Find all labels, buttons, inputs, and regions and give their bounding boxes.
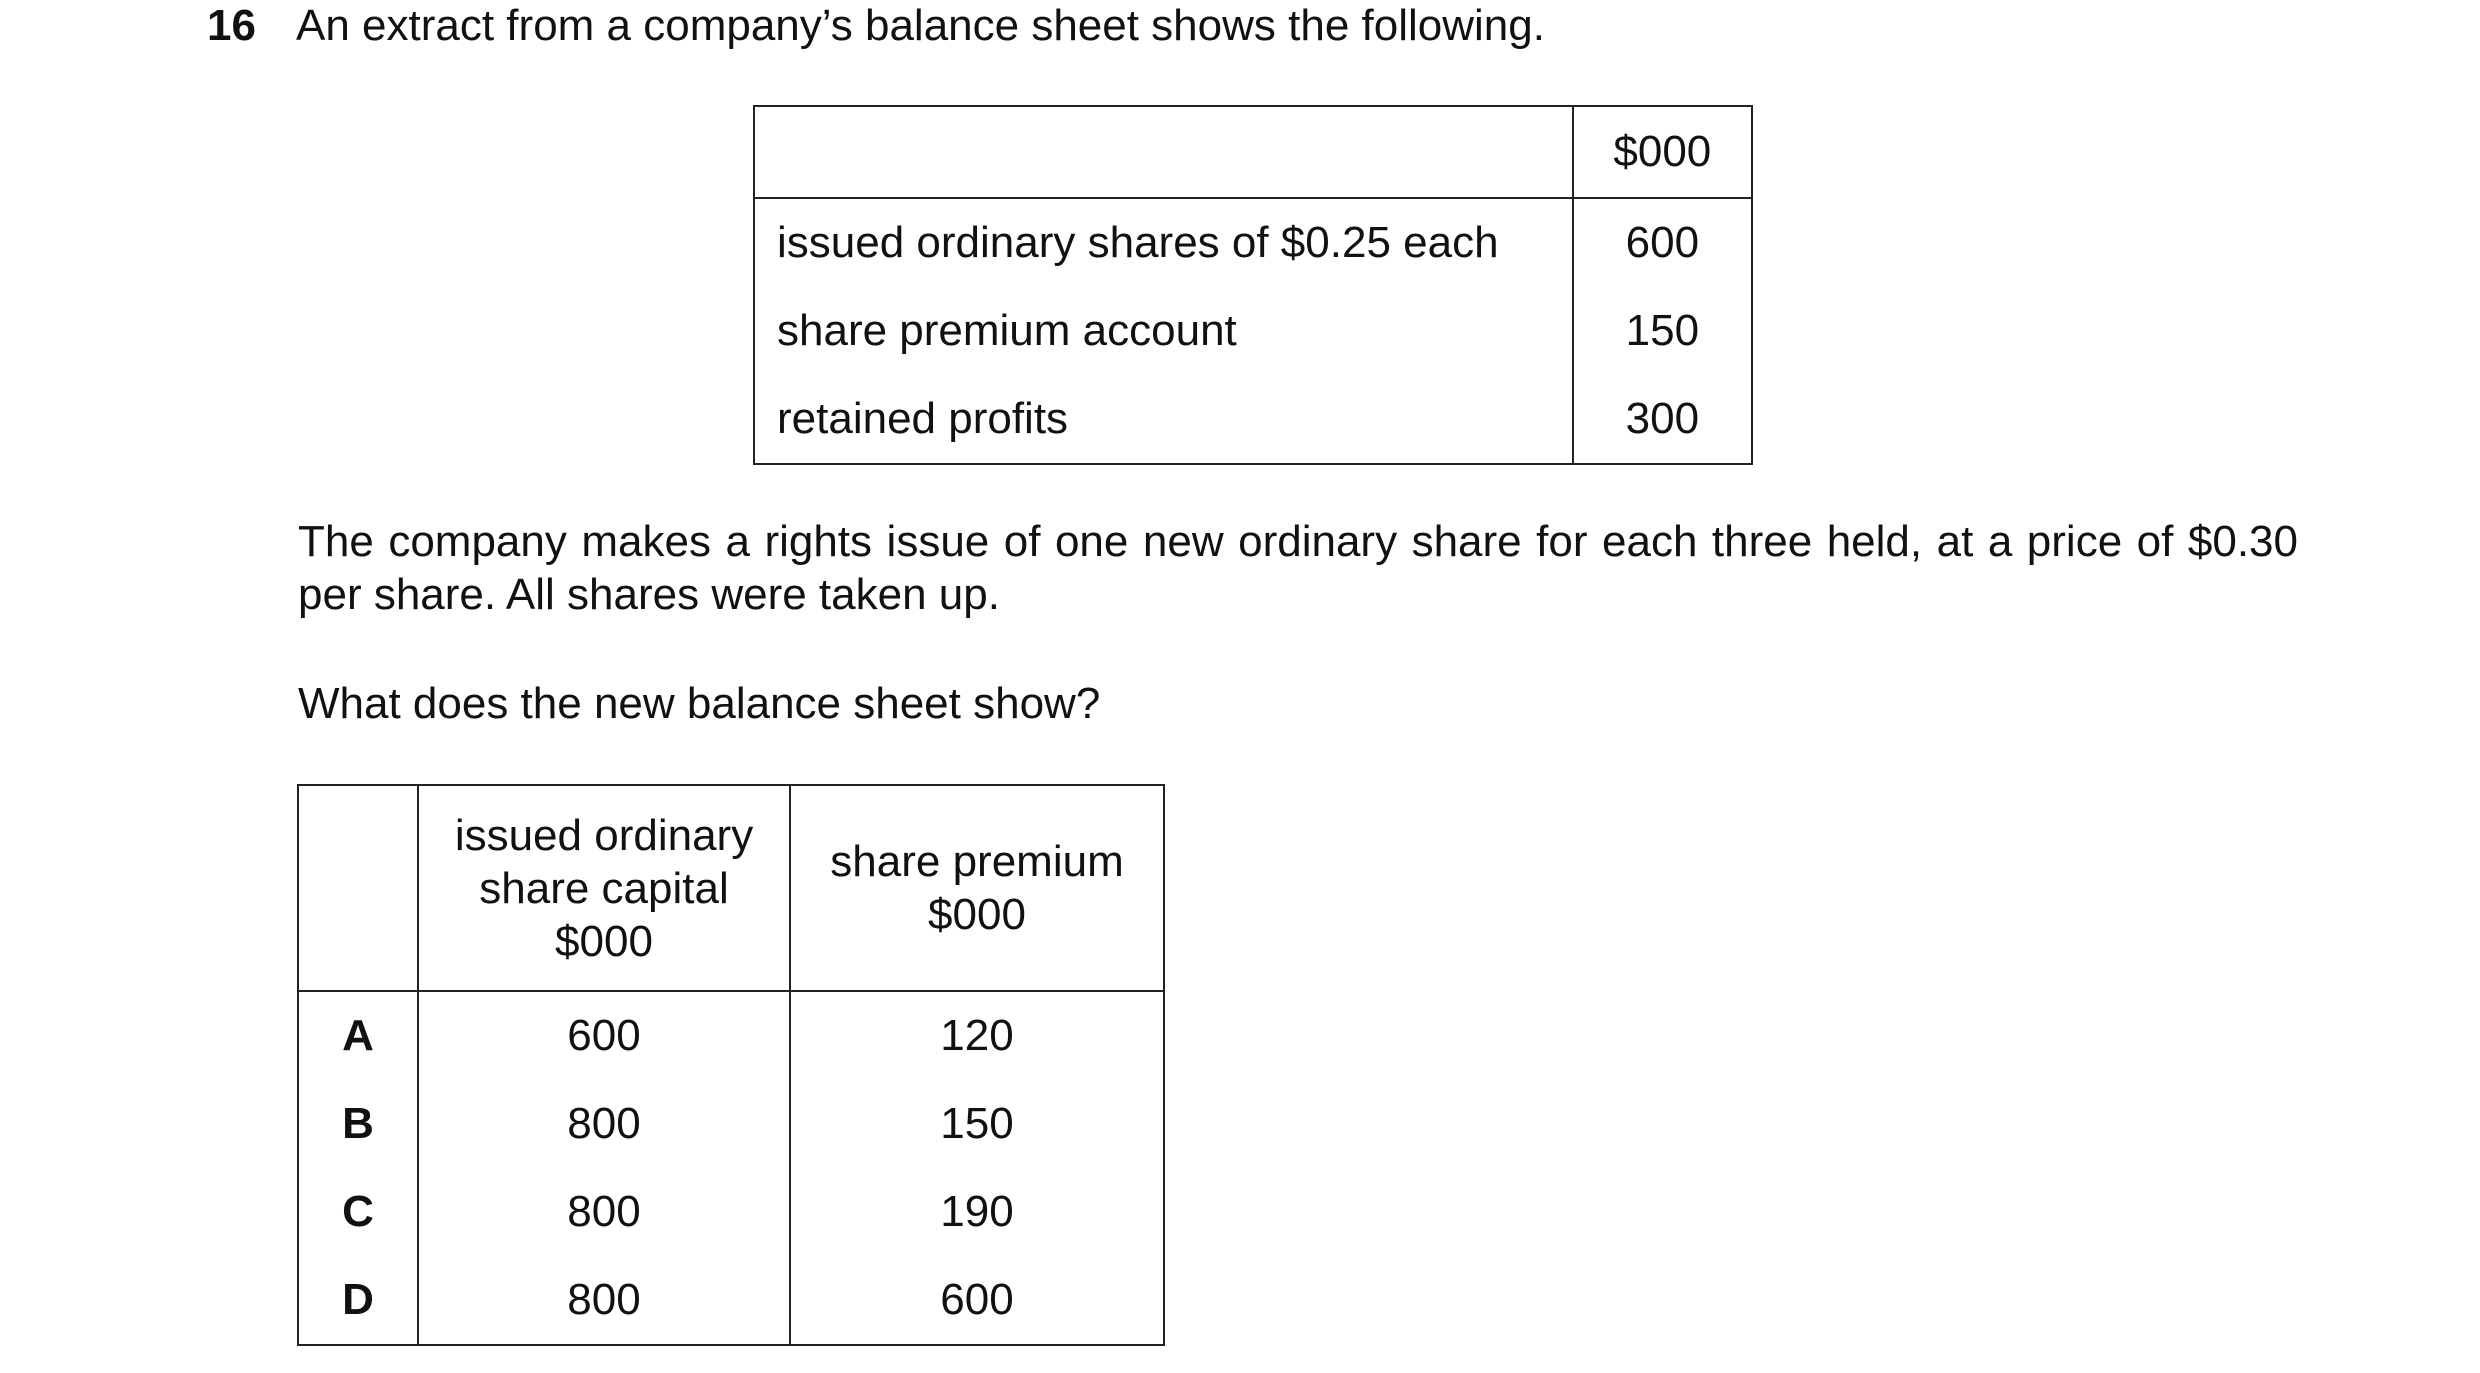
share-capital-header (418, 785, 790, 991)
option-key: D (298, 1256, 418, 1345)
share-capital-header-line: issued ordinary (454, 810, 754, 860)
scenario-paragraph: The company makes a rights issue of one new ordinary share for each three held, at a price of $0.30 per share. All shares were taken up. (298, 517, 2298, 619)
extract-header-blank-cell (754, 106, 1573, 198)
question-number: 16 (207, 1, 256, 50)
option-share-premium: 190 (790, 1168, 1164, 1256)
option-share-premium: 120 (790, 991, 1164, 1080)
question-prompt: What does the new balance sheet show? (298, 679, 1101, 728)
share-capital-header-line: $000 (555, 916, 653, 966)
option-share-capital: 800 (418, 1080, 790, 1168)
option-share-capital: 600 (418, 991, 790, 1080)
share-premium-header-line: $000 (928, 890, 1026, 939)
extract-unit-header: $000 (1573, 106, 1752, 198)
balance-sheet-extract-table (753, 105, 1753, 465)
option-row (298, 1168, 1164, 1256)
extract-row-value: 150 (1573, 287, 1752, 375)
option-row (298, 1256, 1164, 1345)
answer-options-table (297, 784, 1165, 1346)
share-premium-header-line: share premium (830, 837, 1124, 886)
option-share-premium: 600 (790, 1256, 1164, 1345)
extract-row-label: issued ordinary shares of $0.25 each (754, 198, 1573, 287)
option-share-capital: 800 (418, 1256, 790, 1345)
question-stem: An extract from a company’s balance sheet shows the following. (296, 1, 1545, 50)
options-header-row (298, 785, 1164, 991)
option-key: A (298, 991, 418, 1080)
extract-header-row (754, 106, 1752, 198)
option-key: B (298, 1080, 418, 1168)
extract-row-value: 600 (1573, 198, 1752, 287)
options-header-blank-cell (298, 785, 418, 991)
option-row (298, 991, 1164, 1080)
extract-row (754, 287, 1752, 375)
option-share-premium: 150 (790, 1080, 1164, 1168)
extract-row-label: retained profits (754, 375, 1573, 464)
option-row (298, 1080, 1164, 1168)
extract-row (754, 375, 1752, 464)
share-capital-header-line: share capital (479, 863, 729, 913)
option-share-capital: 800 (418, 1168, 790, 1256)
extract-row-value: 300 (1573, 375, 1752, 464)
share-premium-header (790, 785, 1164, 991)
option-key: C (298, 1168, 418, 1256)
extract-row-label: share premium account (754, 287, 1573, 375)
extract-row (754, 198, 1752, 287)
